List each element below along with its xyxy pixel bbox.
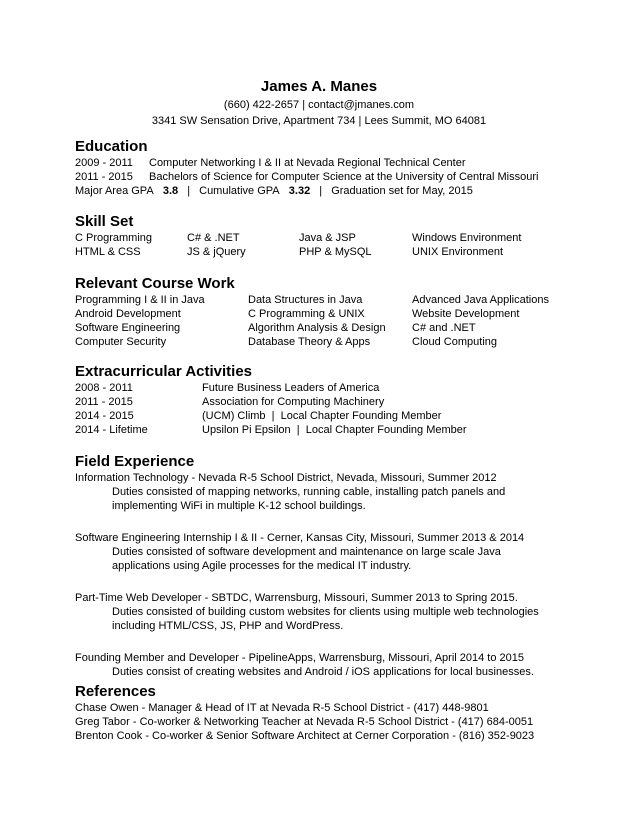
- activity-text: Upsilon Pi Epsilon | Local Chapter Founding Member: [202, 424, 467, 436]
- education-text: Computer Networking I & II at Nevada Regional Technical Center: [149, 157, 466, 169]
- course-item: Database Theory & Apps: [248, 336, 371, 348]
- job-description: Duties consisted of building custom websites for clients using multiple web technologies: [112, 606, 539, 618]
- major-gpa-value: 3.8: [162, 185, 179, 197]
- job-title: Founding Member and Developer - PipelineApps, Warrensburg, Missouri, April 2014 to 2015: [75, 652, 524, 664]
- course-item: Computer Security: [75, 336, 167, 348]
- activity-years: 2014 - 2015: [75, 410, 134, 422]
- activity-years: 2008 - 2011: [75, 382, 133, 394]
- course-item: C# and .NET: [412, 322, 476, 334]
- activity-years: 2011 - 2015: [75, 396, 133, 408]
- skill-item: UNIX Environment: [412, 246, 504, 258]
- coursework-row: [75, 307, 575, 321]
- course-item: Android Development: [75, 308, 181, 320]
- course-item: Advanced Java Applications: [412, 294, 549, 306]
- course-item: Software Engineering: [75, 322, 181, 334]
- course-item: Data Structures in Java: [248, 294, 363, 306]
- education-heading: Education: [75, 138, 148, 155]
- major-gpa-label: Major Area GPA: [75, 185, 154, 197]
- references-heading: References: [75, 683, 156, 700]
- course-item: Algorithm Analysis & Design: [248, 322, 386, 334]
- activity-text: Association for Computing Machinery: [202, 396, 385, 408]
- job-description: Duties consisted of mapping networks, running cable, installing patch panels and: [112, 486, 506, 498]
- job-entry: [75, 591, 575, 633]
- reference-item: Brenton Cook - Co-worker & Senior Software Architect at Cerner Corporation - (816) 352-9023: [75, 730, 535, 742]
- course-item: Programming I & II in Java: [75, 294, 205, 306]
- coursework-section: [75, 275, 575, 349]
- job-description: including HTML/CSS, JS, PHP and WordPress.: [112, 620, 344, 632]
- skill-item: Windows Environment: [412, 232, 522, 244]
- candidate-name: James A. Manes: [260, 78, 378, 95]
- activity-row: [75, 381, 575, 395]
- course-item: Cloud Computing: [412, 336, 497, 348]
- job-description: applications using Agile processes for the medical IT industry.: [112, 560, 412, 572]
- education-row: [75, 156, 575, 170]
- experience-section: [75, 453, 575, 697]
- job-description: Duties consisted of software development and maintenance on large scale Java: [112, 546, 501, 558]
- coursework-row: [75, 293, 575, 307]
- email-address: contact@jmanes.com: [308, 99, 415, 111]
- gpa-row: [75, 184, 575, 198]
- coursework-row: [75, 321, 575, 335]
- gpa-separator: |: [187, 185, 191, 197]
- activity-row: [75, 395, 575, 409]
- job-title: Software Engineering Internship I & II - Cerner, Kansas City, Missouri, Summer 2013 & 2014: [75, 532, 525, 544]
- course-item: Website Development: [412, 308, 520, 320]
- course-item: C Programming & UNIX: [248, 308, 365, 320]
- education-text: Bachelors of Science for Computer Science at the University of Central Missouri: [149, 171, 539, 183]
- skills-heading: Skill Set: [75, 213, 134, 230]
- cumulative-gpa-label: Cumulative GPA: [199, 185, 280, 197]
- coursework-row: [75, 335, 575, 349]
- cumulative-gpa-value: 3.32: [288, 185, 311, 197]
- education-years: 2011 - 2015: [75, 171, 133, 183]
- contact-separator: |: [302, 99, 306, 111]
- activity-text: Future Business Leaders of America: [202, 382, 380, 394]
- activity-years: 2014 - Lifetime: [75, 424, 148, 436]
- reference-item: Greg Tabor - Co-worker & Networking Teacher at Nevada R-5 School District - (417) 684-0051: [75, 716, 534, 728]
- activities-heading: Extracurricular Activities: [75, 363, 253, 380]
- job-title: Part-Time Web Developer - SBTDC, Warrensburg, Missouri, Summer 2013 to Spring 2015.: [75, 592, 518, 604]
- job-entry: [75, 471, 575, 513]
- job-description: implementing WiFi in multiple K-12 school buildings.: [112, 500, 366, 512]
- activity-text: (UCM) Climb | Local Chapter Founding Member: [202, 410, 442, 422]
- skill-item: HTML & CSS: [75, 246, 141, 258]
- contact-line: [0, 97, 638, 113]
- graduation-date: Graduation set for May, 2015: [331, 185, 473, 197]
- skills-row: [75, 231, 575, 245]
- resume-header: [0, 77, 638, 129]
- activity-row: [75, 423, 575, 437]
- skill-item: C Programming: [75, 232, 153, 244]
- phone-number: (660) 422-2657: [223, 99, 300, 111]
- skills-section: [75, 213, 575, 259]
- education-years: 2009 - 2011: [75, 157, 133, 169]
- gpa-separator: |: [319, 185, 323, 197]
- skill-item: C# & .NET: [187, 232, 240, 244]
- experience-heading: Field Experience: [75, 453, 195, 470]
- activities-section: [75, 363, 575, 437]
- skill-item: Java & JSP: [299, 232, 356, 244]
- references-section: [75, 683, 575, 743]
- mailing-address: 3341 SW Sensation Drive, Apartment 734 | Lees Summit, MO 64081: [151, 115, 487, 127]
- education-section: [75, 138, 575, 198]
- job-description: Duties consist of creating websites and Android / iOS applications for local businesses.: [112, 666, 534, 678]
- skills-row: [75, 245, 575, 259]
- job-entry: [75, 651, 575, 679]
- job-entry: [75, 531, 575, 573]
- job-title: Information Technology - Nevada R-5 School District, Nevada, Missouri, Summer 2012: [75, 472, 497, 484]
- reference-item: Chase Owen - Manager & Head of IT at Nevada R-5 School District - (417) 448-9801: [75, 702, 489, 714]
- skill-item: JS & jQuery: [187, 246, 246, 258]
- activity-row: [75, 409, 575, 423]
- coursework-heading: Relevant Course Work: [75, 275, 235, 292]
- skill-item: PHP & MySQL: [299, 246, 372, 258]
- education-row: [75, 170, 575, 184]
